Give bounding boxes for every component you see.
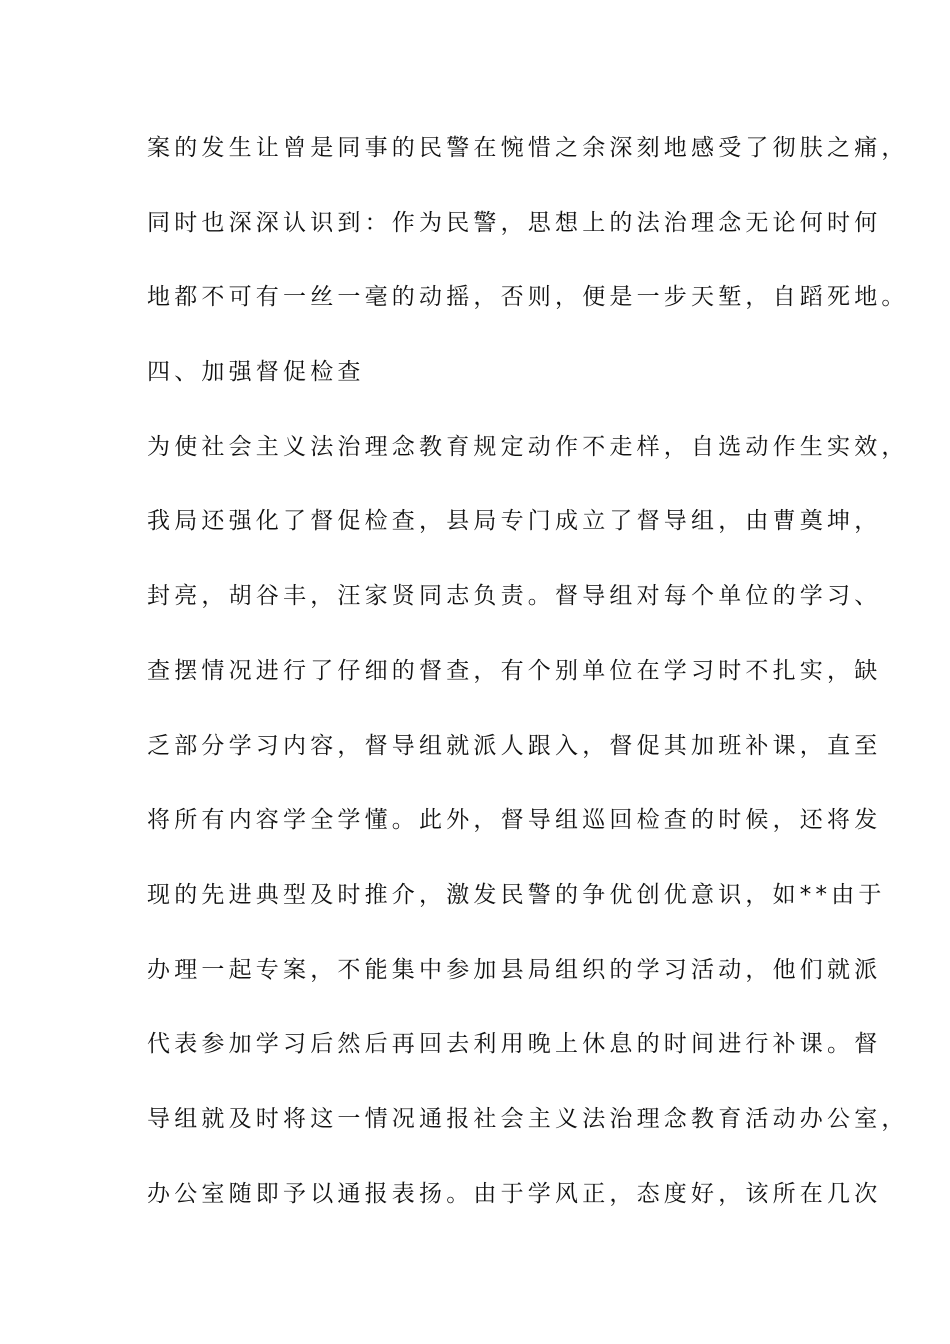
text-line: 案的发生让曾是同事的民警在惋惜之余深刻地感受了彻肤之痛， xyxy=(147,135,909,161)
text-line: 封亮，胡谷丰，汪家贤同志负责。督导组对每个单位的学习、 xyxy=(147,583,882,610)
text-line: 代表参加学习后然后再回去利用晚上休息的时间进行补课。督 xyxy=(147,1031,882,1058)
text-line: 导组就及时将这一情况通报社会主义法治理念教育活动办公室， xyxy=(147,1105,909,1132)
text-line: 办公室随即予以通报表扬。由于学风正，态度好，该所在几次 xyxy=(147,1180,882,1207)
text-line: 为使社会主义法治理念教育规定动作不走样，自选动作生实效， xyxy=(147,433,909,460)
text-line: 乏部分学习内容，督导组就派人跟入，督促其加班补课，直至 xyxy=(147,732,882,759)
text-line: 查摆情况进行了仔细的督查，有个别单位在学习时不扎实，缺 xyxy=(147,657,882,684)
text-line: 将所有内容学全学懂。此外，督导组巡回检查的时候，还将发 xyxy=(147,807,882,834)
section-heading: 四、加强督促检查 xyxy=(147,359,365,386)
text-line: 我局还强化了督促检查，县局专门成立了督导组，由曹奠坤， xyxy=(147,508,882,535)
text-line: 办理一起专案，不能集中参加县局组织的学习活动，他们就派 xyxy=(147,956,882,983)
document-body xyxy=(147,130,909,1250)
text-line: 地都不可有一丝一毫的动摇，否则，便是一步天堑，自蹈死地。 xyxy=(147,284,909,311)
text-line: 现的先进典型及时推介，激发民警的争优创优意识，如**由于 xyxy=(147,881,886,908)
text-line: 同时也深深认识到：作为民警，思想上的法治理念无论何时何 xyxy=(147,209,882,236)
